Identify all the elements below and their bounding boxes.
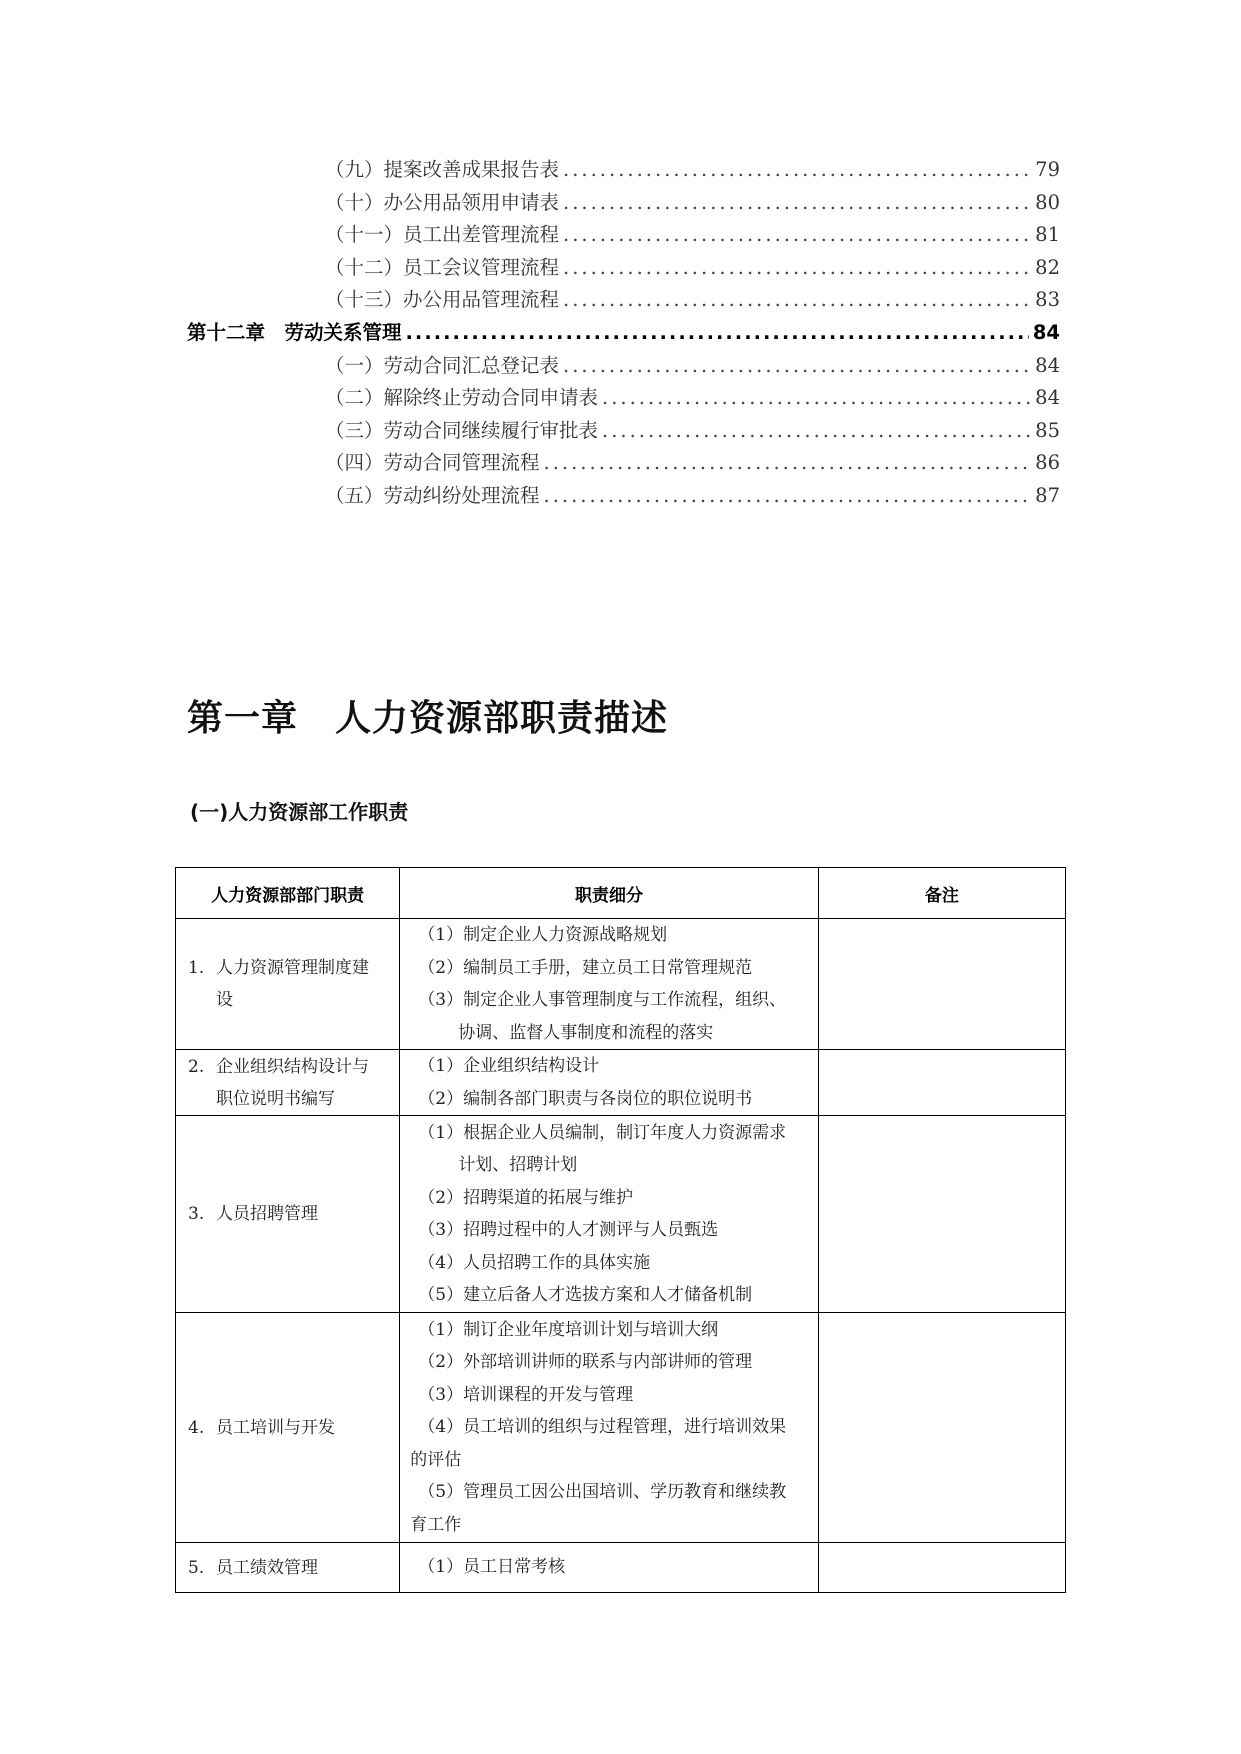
- duty-table: [175, 867, 1066, 1593]
- header-department-duty: 人力资源部部门职责: [176, 868, 400, 919]
- detail-line: （4）员工培训的组织与过程管理，进行培训效果: [418, 1417, 787, 1438]
- toc-entry-label: （十）办公用品领用申请表: [325, 190, 560, 214]
- toc-page-number: 79: [1035, 158, 1060, 181]
- table-row: [176, 1543, 1066, 1593]
- toc-entry-label: （五）劳动纠纷处理流程: [325, 483, 540, 507]
- table-row: [176, 1116, 1066, 1313]
- duty-text: 员工培训与开发: [216, 1417, 335, 1438]
- toc-dot-leader: [563, 219, 1031, 252]
- toc-entry[interactable]: [187, 219, 1060, 252]
- toc-page-number: 84: [1035, 386, 1060, 410]
- header-remarks: 备注: [818, 868, 1065, 919]
- duty-text-wrap: 设: [216, 990, 233, 1010]
- detail-cell: [400, 1313, 818, 1543]
- detail-line: （1）企业组织结构设计: [418, 1056, 600, 1076]
- toc-page-number: 81: [1035, 223, 1060, 247]
- remarks-cell: [818, 1313, 1065, 1543]
- detail-line: （1）员工日常考核: [418, 1557, 566, 1578]
- detail-line: （3）招聘过程中的人才测评与人员甄选: [418, 1220, 719, 1240]
- duty-text: 人员招聘管理: [216, 1204, 318, 1224]
- detail-line: （3）制定企业人事管理制度与工作流程，组织、: [418, 990, 787, 1010]
- detail-line: （2）招聘渠道的拓展与维护: [418, 1187, 634, 1208]
- toc-entry-label: （九）提案改善成果报告表: [325, 158, 560, 181]
- duty-cell: [176, 1116, 400, 1313]
- toc-entry[interactable]: [187, 382, 1060, 415]
- toc-entry-label: （二）解除终止劳动合同申请表: [325, 386, 599, 410]
- toc-entry[interactable]: [187, 480, 1060, 513]
- toc-entry-label: （四）劳动合同管理流程: [325, 451, 540, 475]
- toc-page-number: 86: [1035, 451, 1060, 475]
- duty-text: 人力资源管理制度建: [216, 958, 369, 978]
- toc-dot-leader: [563, 350, 1031, 383]
- duty-text: 企业组织结构设计与: [216, 1056, 369, 1077]
- toc-entry-label: （一）劳动合同汇总登记表: [325, 353, 560, 377]
- detail-line: （2）编制各部门职责与各岗位的职位说明书: [418, 1088, 753, 1109]
- toc-entry[interactable]: [187, 284, 1060, 317]
- table-row: [176, 919, 1066, 1050]
- duty-cell: [176, 919, 400, 1050]
- duty-number: 4.: [188, 1417, 205, 1438]
- header-duty-details: 职责细分: [400, 868, 818, 919]
- detail-line: 的评估: [410, 1449, 462, 1470]
- detail-line: 协调、监督人事制度和流程的落实: [458, 1022, 714, 1043]
- remarks-cell: [818, 1050, 1065, 1116]
- toc-entry[interactable]: [187, 187, 1060, 220]
- table-row: [176, 1050, 1066, 1116]
- toc-entry-label: （十二）员工会议管理流程: [325, 255, 560, 279]
- duty-cell: [176, 1543, 400, 1593]
- toc-entry-label: （十一）员工出差管理流程: [325, 223, 560, 247]
- detail-cell: [400, 1543, 818, 1593]
- remarks-cell: [818, 919, 1065, 1050]
- toc-chapter-entry[interactable]: [187, 317, 1060, 350]
- toc-entry[interactable]: [187, 154, 1060, 187]
- remarks-cell: [818, 1543, 1065, 1593]
- detail-line: （3）培训课程的开发与管理: [418, 1384, 634, 1405]
- duty-number: 3.: [188, 1204, 205, 1224]
- detail-line: （2）编制员工手册，建立员工日常管理规范: [418, 957, 753, 978]
- table-header-row: [176, 868, 1066, 919]
- detail-line: （1）制订企业年度培训计划与培训大纲: [418, 1319, 719, 1340]
- duty-number: 2.: [188, 1056, 205, 1077]
- detail-line: （1）根据企业人员编制，制订年度人力资源需求: [418, 1122, 787, 1143]
- duty-cell: [176, 1050, 400, 1116]
- detail-line: （2）外部培训讲师的联系与内部讲师的管理: [418, 1352, 753, 1373]
- detail-line: （5）建立后备人才选拔方案和人才储备机制: [418, 1285, 753, 1305]
- toc-entry-label: 第十二章 劳动关系管理: [187, 320, 402, 344]
- detail-line: 计划、招聘计划: [458, 1155, 578, 1175]
- toc-entry-label: （三）劳动合同继续履行审批表: [325, 418, 599, 442]
- toc-dot-leader: [563, 284, 1031, 317]
- duty-cell: [176, 1313, 400, 1543]
- toc-dot-leader: [544, 480, 1032, 513]
- duty-text-wrap: 职位说明书编写: [216, 1088, 335, 1109]
- toc-dot-leader: [563, 252, 1031, 285]
- toc-dot-leader: [563, 187, 1031, 220]
- toc-entry[interactable]: [187, 252, 1060, 285]
- toc-dot-leader: [602, 415, 1031, 448]
- chapter-heading: 第一章 人力资源部职责描述: [187, 698, 669, 739]
- detail-line: （1）制定企业人力资源战略规划: [418, 925, 668, 945]
- table-of-contents: [187, 154, 1060, 513]
- toc-dot-leader: [602, 382, 1031, 415]
- duty-text: 员工绩效管理: [216, 1557, 318, 1578]
- detail-cell: [400, 1116, 818, 1313]
- toc-dot-leader: [406, 317, 1029, 350]
- toc-entry[interactable]: [187, 350, 1060, 383]
- toc-page-number: 85: [1035, 418, 1060, 442]
- detail-line: （4）人员招聘工作的具体实施: [418, 1252, 651, 1273]
- section-heading: (一)人力资源部工作职责: [190, 800, 409, 824]
- duty-number: 1.: [188, 958, 205, 978]
- toc-page-number: 84: [1035, 353, 1060, 377]
- toc-entry-label: （十三）办公用品管理流程: [325, 288, 560, 312]
- toc-page-number: 83: [1035, 288, 1060, 312]
- toc-page-number: 87: [1035, 483, 1060, 507]
- toc-page-number: 84: [1032, 320, 1060, 344]
- toc-page-number: 80: [1035, 190, 1060, 214]
- toc-dot-leader: [563, 154, 1031, 187]
- toc-page-number: 82: [1035, 255, 1060, 279]
- detail-cell: [400, 1050, 818, 1116]
- toc-entry[interactable]: [187, 447, 1060, 480]
- detail-line: 育工作: [410, 1514, 462, 1535]
- detail-line: （5）管理员工因公出国培训、学历教育和继续教: [418, 1482, 787, 1503]
- toc-dot-leader: [544, 447, 1032, 480]
- detail-cell: [400, 919, 818, 1050]
- table-row: [176, 1313, 1066, 1543]
- duty-number: 5.: [188, 1557, 205, 1578]
- toc-entry[interactable]: [187, 415, 1060, 448]
- remarks-cell: [818, 1116, 1065, 1313]
